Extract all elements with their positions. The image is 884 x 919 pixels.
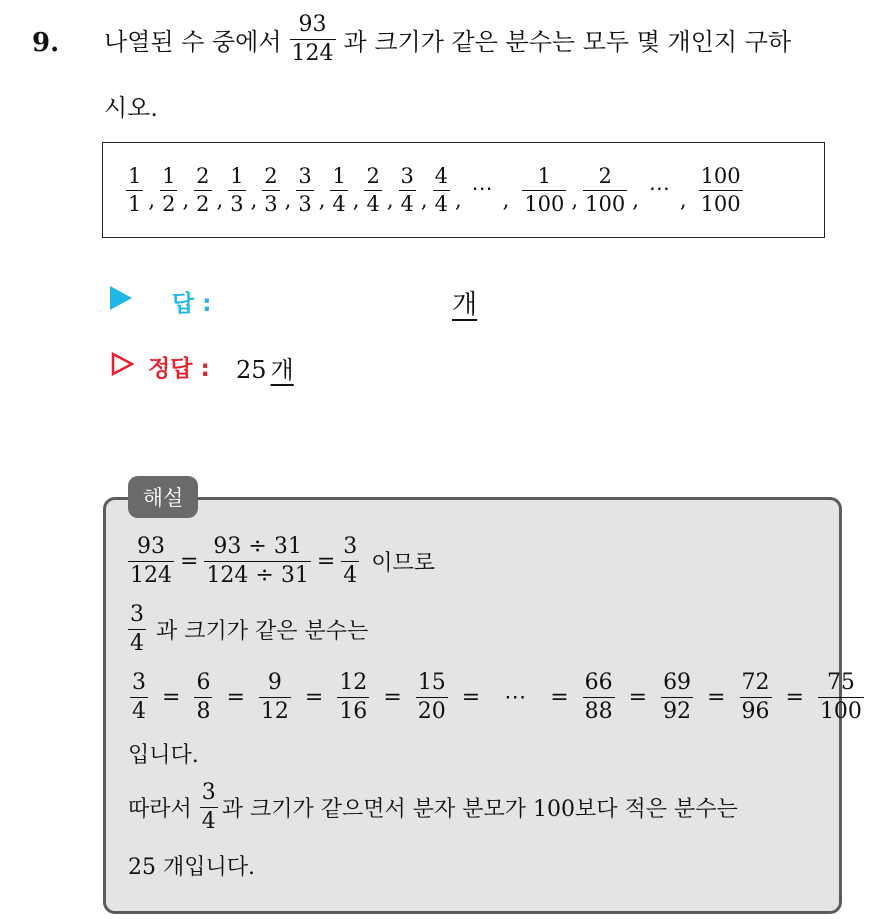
fraction-numerator: 66 <box>584 670 613 695</box>
correct-answer-row <box>110 352 134 376</box>
explanation-line-2 <box>128 604 368 655</box>
fraction <box>522 163 566 216</box>
sequence-separator: , <box>352 188 360 212</box>
sequence-separator: , <box>318 188 326 212</box>
equals-sign: = <box>304 685 324 710</box>
fraction <box>128 536 174 587</box>
fraction <box>194 163 211 216</box>
fraction <box>228 163 245 216</box>
sequence-separator: , <box>284 188 292 212</box>
fraction-denominator: 4 <box>130 631 144 656</box>
fraction-numerator: 1 <box>537 163 552 188</box>
equals-sign: = <box>162 685 181 710</box>
fraction-numerator: 2 <box>196 163 210 188</box>
fraction-numerator: 75 <box>826 670 855 695</box>
fraction-numerator: 3 <box>298 163 312 188</box>
fraction <box>296 163 313 216</box>
equals-sign: = <box>383 685 402 710</box>
equivalent-fractions-start <box>128 672 492 723</box>
fraction-numerator: 9 <box>267 670 282 695</box>
fraction <box>416 672 448 723</box>
explanation-line-5 <box>128 782 738 833</box>
correct-answer-value <box>236 350 294 385</box>
fraction-numerator: 1 <box>128 163 142 188</box>
explanation-text: 따라서 <box>128 797 192 822</box>
fraction-numerator: 1 <box>162 163 176 188</box>
fraction-denominator: 88 <box>584 699 613 724</box>
fraction <box>160 163 177 216</box>
equals-sign: = <box>180 549 199 574</box>
explanation-tag: 해설 <box>128 476 198 518</box>
fraction-numerator: 2 <box>264 163 278 188</box>
equals-sign: = <box>461 685 481 710</box>
fraction <box>259 672 291 723</box>
outline-triangle-icon <box>110 352 134 376</box>
explanation-text: 과 크기가 같은 분수는 <box>156 619 369 644</box>
fraction <box>583 672 615 723</box>
explanation-line-6: 25 개입니다. <box>128 855 255 880</box>
fraction-denominator: 1 <box>128 191 142 216</box>
fraction-denominator: 124 ÷ 31 <box>206 563 309 588</box>
fraction-denominator: 2 <box>196 191 210 216</box>
fraction <box>583 163 627 216</box>
question-number: 9. <box>32 28 60 58</box>
sequence-separator: , <box>502 188 510 212</box>
answer-label: 답 : <box>172 291 212 317</box>
fraction-denominator: 4 <box>434 191 448 216</box>
sequence-separator: , <box>216 188 224 212</box>
equals-sign: = <box>226 685 245 710</box>
equals-sign: = <box>707 685 726 710</box>
fraction-denominator: 96 <box>741 699 770 724</box>
fraction <box>337 672 369 723</box>
fraction <box>128 604 146 655</box>
fraction-denominator: 100 <box>819 699 862 724</box>
fraction <box>126 163 143 216</box>
sequence-separator: , <box>454 188 462 212</box>
question-fraction <box>290 14 336 65</box>
ellipsis: ⋯ <box>504 685 527 710</box>
fraction <box>130 672 148 723</box>
fraction <box>661 672 693 723</box>
fraction-denominator: 3 <box>230 191 244 216</box>
sequence-separator: , <box>632 188 639 212</box>
fraction <box>341 536 359 587</box>
sequence-separator: , <box>571 188 579 212</box>
fraction-denominator: 4 <box>132 699 146 724</box>
equals-sign: = <box>785 685 804 710</box>
fraction-numerator: 12 <box>339 670 368 695</box>
sequence-start <box>125 163 466 216</box>
fraction-denominator: 124 <box>291 41 334 66</box>
sequence-ellipsis-2: ⋯ <box>648 176 670 200</box>
question-text-before: 나열된 수 중에서 <box>104 28 282 56</box>
fraction-denominator: 100 <box>524 191 565 216</box>
fraction-denominator: 3 <box>264 191 278 216</box>
sequence-separator: , <box>182 188 190 212</box>
fraction <box>364 163 381 216</box>
fraction-numerator: 93 ÷ 31 <box>213 534 302 559</box>
fraction-denominator: 4 <box>332 191 346 216</box>
equals-sign: = <box>316 549 336 574</box>
fraction <box>399 163 416 216</box>
fraction-denominator: 4 <box>366 191 380 216</box>
fraction-denominator: 3 <box>298 191 312 216</box>
question-line-2: 시오. <box>104 94 158 122</box>
play-triangle-icon <box>110 286 132 310</box>
fraction-numerator: 93 <box>137 534 165 559</box>
fraction-numerator: 1 <box>332 163 346 188</box>
fraction <box>740 672 772 723</box>
fraction-numerator: 3 <box>400 163 414 188</box>
sequence-separator: , <box>420 188 428 212</box>
explanation-line-1 <box>128 536 435 587</box>
fraction-numerator: 6 <box>196 670 211 695</box>
equivalent-fractions-end <box>538 672 866 723</box>
equals-sign: = <box>550 685 569 710</box>
fraction-numerator: 2 <box>366 163 380 188</box>
fraction-denominator: 8 <box>196 699 211 724</box>
correct-answer-number: 25 <box>236 356 267 384</box>
fraction-denominator: 100 <box>585 191 626 216</box>
fraction-denominator: 16 <box>339 699 368 724</box>
fraction-numerator: 93 <box>298 12 327 37</box>
explanation-text: 과 크기가 같으면서 분자 분모가 100보다 적은 분수는 <box>221 797 738 822</box>
sequence-separator: , <box>386 188 394 212</box>
fraction-denominator: 4 <box>201 809 216 834</box>
fraction-numerator: 69 <box>663 670 692 695</box>
sequence-middle <box>521 163 643 216</box>
sequence-separator: , <box>679 188 687 212</box>
fraction-numerator: 100 <box>700 163 741 188</box>
fraction-denominator: 100 <box>700 191 741 216</box>
fraction-numerator: 3 <box>130 602 144 627</box>
fraction-numerator: 3 <box>132 670 146 695</box>
explanation-line-4: 입니다. <box>128 743 199 768</box>
fraction-sequence-box <box>102 142 825 238</box>
fraction-numerator: 2 <box>598 163 612 188</box>
question-text-after: 과 크기가 같은 분수는 모두 몇 개인지 구하 <box>343 28 792 56</box>
fraction-numerator: 72 <box>741 670 770 695</box>
fraction <box>330 163 347 216</box>
fraction-numerator: 1 <box>230 163 244 188</box>
fraction-numerator: 15 <box>417 670 446 695</box>
fraction <box>194 672 212 723</box>
explanation-text: 이므로 <box>371 551 436 576</box>
fraction-denominator: 124 <box>130 563 172 588</box>
sequence-fraction-last <box>699 163 743 216</box>
correct-answer-label: 정답 : <box>148 356 210 382</box>
fraction-denominator: 12 <box>260 699 289 724</box>
answer-unit[interactable]: 개 <box>452 290 478 320</box>
correct-answer-unit: 개 <box>270 356 294 384</box>
equals-sign: = <box>628 685 648 710</box>
fraction-numerator: 3 <box>201 780 216 805</box>
fraction <box>433 163 450 216</box>
fraction <box>200 782 218 833</box>
sequence-ellipsis-1: ⋯ <box>471 176 493 200</box>
fraction-denominator: 92 <box>663 699 692 724</box>
fraction-numerator: 3 <box>343 534 358 559</box>
fraction <box>204 536 310 587</box>
fraction-numerator: 4 <box>434 163 448 188</box>
fraction <box>262 163 279 216</box>
fraction-denominator: 2 <box>162 191 176 216</box>
fraction-denominator: 4 <box>343 563 358 588</box>
answer-row <box>110 286 132 310</box>
fraction-denominator: 20 <box>417 699 446 724</box>
fraction-denominator: 4 <box>400 191 414 216</box>
explanation-line-3 <box>128 672 866 723</box>
fraction <box>818 672 864 723</box>
question-line-1 <box>104 14 791 65</box>
sequence-separator: , <box>148 188 156 212</box>
sequence-separator: , <box>250 188 258 212</box>
